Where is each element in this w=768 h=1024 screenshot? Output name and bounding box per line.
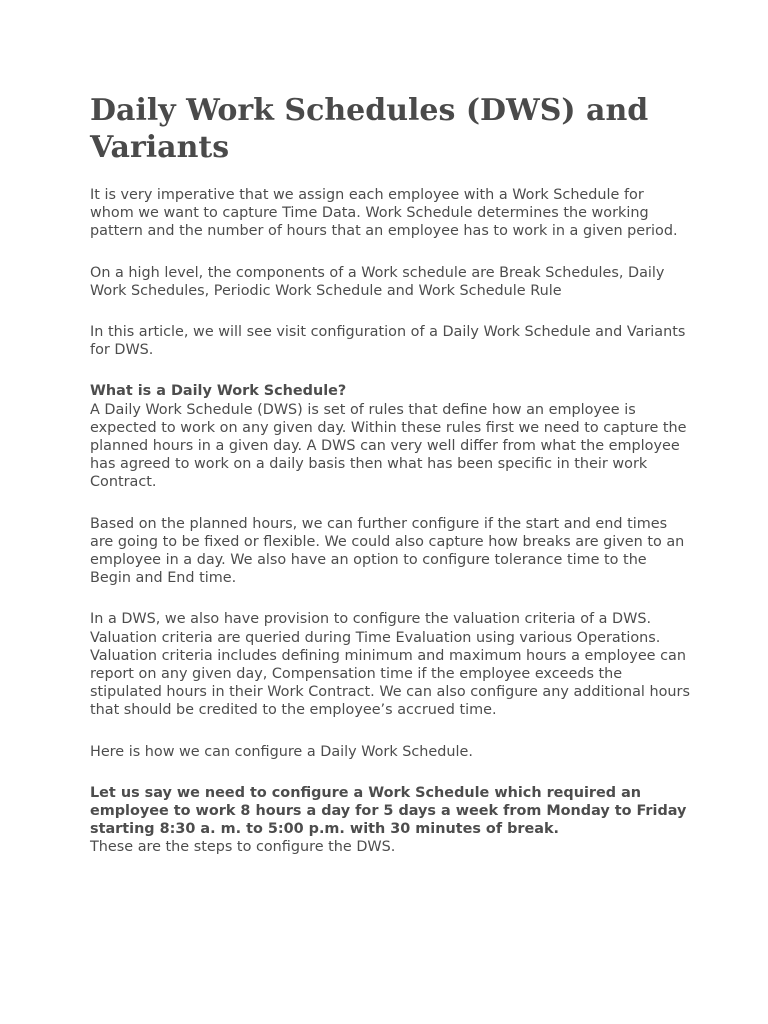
example-followup-text: These are the steps to configure the DWS.: [90, 839, 396, 856]
example-bold-text: Let us say we need to configure a Work Schedule which required an employee to work 8 hours a day for 5 days a week from Monday to Friday starting 8:30 a. m. to 5:00 p.m. with 30 minutes of break.: [90, 784, 687, 838]
document-page: [90, 92, 690, 880]
section-heading: What is a Daily Work Schedule?: [90, 383, 347, 400]
dws-definition-block: [90, 382, 690, 491]
components-paragraph: On a high level, the components of a Work schedule are Break Schedules, Daily Work Schedules, Periodic Work Schedule and Work Schedule Rule: [90, 264, 665, 299]
planned-hours-paragraph: Based on the planned hours, we can further configure if the start and end times are going to be fixed or flexible. We could also capture how breaks are given to an employee in a day. We also have an option to configure tolerance time to the Begin and End time.: [90, 515, 685, 587]
dws-definition-paragraph: A Daily Work Schedule (DWS) is set of rules that define how an employee is expected to work on any given day. Within these rules first we need to capture the planned hours in a given day. A DWS can very well differ from what the employee has agreed to work on a daily basis then what has been specific in their work Contract.: [90, 401, 687, 491]
page-title: Daily Work Schedules (DWS) and Variants: [90, 93, 649, 165]
configure-intro-paragraph: Here is how we can configure a Daily Work Schedule.: [90, 743, 473, 760]
example-block: [90, 784, 690, 857]
intro-paragraph: It is very imperative that we assign each employee with a Work Schedule for whom we want to capture Time Data. Work Schedule determines the working pattern and the number of hours that an employee has to work in a given period.: [90, 187, 678, 240]
article-scope-paragraph: In this article, we will see visit configuration of a Daily Work Schedule and Variants for DWS.: [90, 324, 686, 359]
valuation-criteria-paragraph: In a DWS, we also have provision to configure the valuation criteria of a DWS. Valuation criteria are queried during Time Evaluation using various Operations. Valuation criteria includes defining minimum and maximum hours a employee can report on any given day, Compensation time if the employee exceeds the stipulated hours in their Work Contract. We can also configure any additional hours that should be credited to the employee’s accrued time.: [90, 611, 690, 719]
